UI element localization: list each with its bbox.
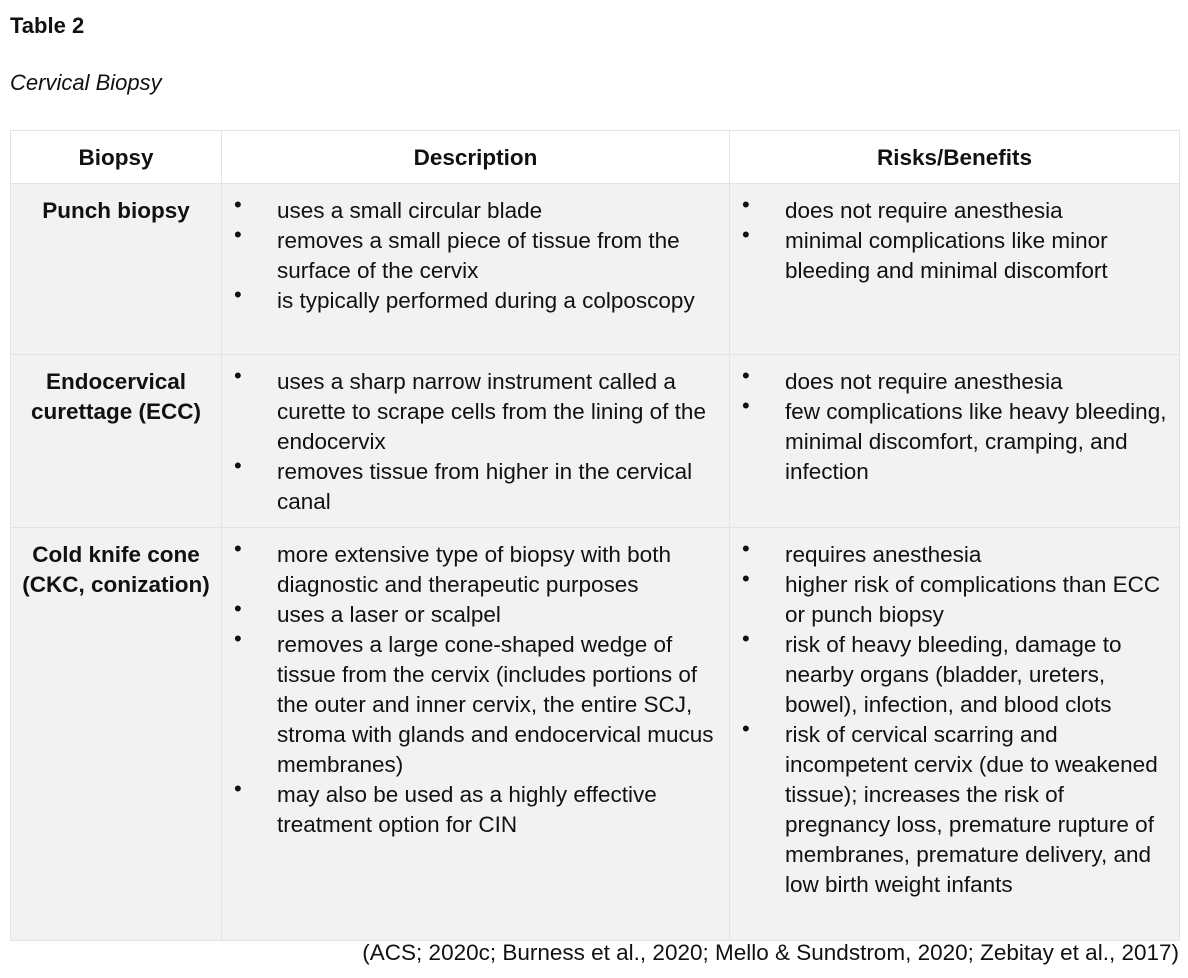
list-item-text: minimal complications like minor bleeding and minimal discomfort	[785, 228, 1108, 283]
bullet-icon: •	[742, 363, 750, 388]
bullet-icon: •	[742, 716, 750, 741]
bullet-icon: •	[234, 363, 242, 388]
list-item-text: does not require anesthesia	[785, 198, 1063, 223]
list-item-text: higher risk of complications than ECC or punch biopsy	[785, 572, 1161, 627]
bullet-icon: •	[234, 626, 242, 651]
bullet-icon: •	[742, 536, 750, 561]
list-item	[730, 626, 1173, 720]
bullet-icon: •	[742, 192, 750, 217]
list-item-text: risk of heavy bleeding, damage to nearby organs (bladder, ureters, bowel), infection, and blood clots	[785, 632, 1122, 717]
header-risks-benefits: Risks/Benefits	[730, 131, 1180, 184]
bullet-icon: •	[742, 626, 750, 651]
list-item	[730, 566, 1173, 630]
list-item	[222, 222, 723, 286]
bullet-icon: •	[234, 596, 242, 621]
biopsy-table	[10, 130, 1180, 941]
list-item	[222, 192, 723, 226]
description-cell	[222, 184, 730, 355]
bullet-icon: •	[234, 192, 242, 217]
risks-list	[730, 363, 1173, 487]
header-biopsy: Biopsy	[11, 131, 222, 184]
table-number: Table 2	[10, 13, 85, 38]
risks-list	[730, 192, 1173, 286]
description-list	[222, 192, 723, 316]
table-row-punch-biopsy	[11, 184, 1180, 355]
list-item-text: removes a small piece of tissue from the surface of the cervix	[277, 228, 680, 283]
list-item-text: uses a sharp narrow instrument called a curette to scrape cells from the lining of the endocervix	[277, 369, 706, 454]
bullet-icon: •	[742, 566, 750, 591]
bullet-icon: •	[234, 453, 242, 478]
list-item	[730, 393, 1173, 487]
list-item	[730, 716, 1173, 900]
citation: (ACS; 2020c; Burness et al., 2020; Mello & Sundstrom, 2020; Zebitay et al., 2017)	[362, 940, 1179, 965]
biopsy-name: Punch biopsy	[11, 184, 222, 355]
biopsy-name: Cold knife cone (CKC, conization)	[11, 528, 222, 941]
list-item-text: more extensive type of biopsy with both diagnostic and therapeutic purposes	[277, 542, 671, 597]
list-item	[730, 192, 1173, 226]
list-item	[222, 453, 723, 517]
list-item	[730, 363, 1173, 397]
bullet-icon: •	[234, 222, 242, 247]
list-item-text: uses a small circular blade	[277, 198, 543, 223]
bullet-icon: •	[234, 282, 242, 307]
list-item-text: uses a laser or scalpel	[277, 602, 501, 627]
list-item-text: few complications like heavy bleeding, minimal discomfort, cramping, and infection	[785, 399, 1167, 484]
list-item-text: is typically performed during a colposcopy	[277, 288, 695, 313]
description-cell	[222, 528, 730, 941]
list-item	[222, 776, 723, 840]
risks-cell	[730, 184, 1180, 355]
list-item	[222, 626, 723, 780]
header-description: Description	[222, 131, 730, 184]
risks-cell	[730, 355, 1180, 528]
list-item-text: removes tissue from higher in the cervical canal	[277, 459, 693, 514]
biopsy-name: Endocervical curettage (ECC)	[11, 355, 222, 528]
bullet-icon: •	[742, 222, 750, 247]
risks-list	[730, 536, 1173, 900]
list-item-text: may also be used as a highly effective treatment option for CIN	[277, 782, 657, 837]
list-item	[222, 363, 723, 457]
risks-cell	[730, 528, 1180, 941]
list-item-text: risk of cervical scarring and incompetent cervix (due to weakened tissue); increases the risk of pregnancy loss, premature rupture of membranes, premature delivery, and low birth weight infants	[785, 722, 1158, 897]
description-list	[222, 536, 723, 840]
table-caption: Cervical Biopsy	[10, 70, 162, 95]
list-item	[222, 282, 723, 316]
list-item	[222, 536, 723, 600]
bullet-icon: •	[742, 393, 750, 418]
table-row-ecc	[11, 355, 1180, 528]
list-item-text: does not require anesthesia	[785, 369, 1063, 394]
list-item-text: requires anesthesia	[785, 542, 982, 567]
bullet-icon: •	[234, 536, 242, 561]
header-row	[11, 131, 1180, 184]
description-cell	[222, 355, 730, 528]
list-item-text: removes a large cone-shaped wedge of tissue from the cervix (includes portions of the outer and inner cervix, the entire SCJ, stroma with glands and endocervical mucus membranes)	[277, 632, 714, 777]
list-item	[730, 222, 1173, 286]
bullet-icon: •	[234, 776, 242, 801]
list-item	[730, 536, 1173, 570]
list-item	[222, 596, 723, 630]
description-list	[222, 363, 723, 517]
table-row-cold-knife-cone	[11, 528, 1180, 941]
